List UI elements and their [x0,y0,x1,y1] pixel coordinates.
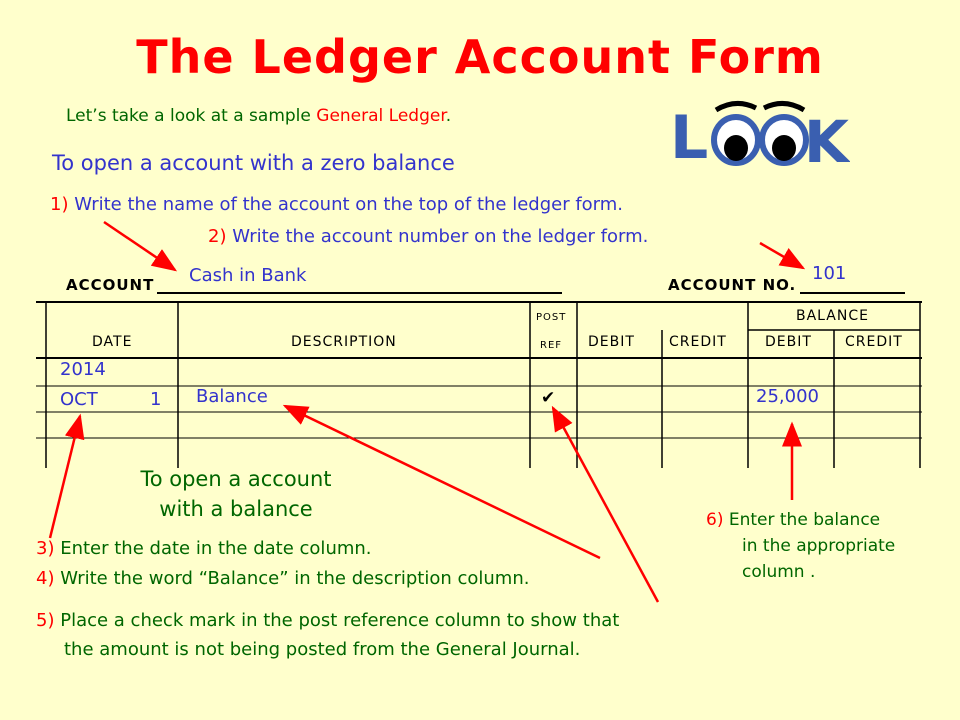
entry-balance-debit: 25,000 [756,386,819,407]
step-4-number: 4) [36,568,55,589]
with-balance-heading-line2: with a balance [159,497,313,521]
step-6-line3: column . [742,562,816,582]
step-3-number: 3) [36,538,55,559]
entry-month: OCT [60,389,98,410]
arrow-step-5 [553,408,658,602]
step-2-text: Write the account number on the ledger form. [232,226,649,247]
check-mark-icon: ✔ [541,388,556,408]
step-2-number: 2) [208,226,227,247]
header-balance: BALANCE [796,308,869,324]
header-debit: DEBIT [588,334,635,350]
step-5 [36,606,619,664]
step-6-number: 6) [706,510,724,530]
arrow-step-1 [104,222,175,270]
intro-highlight: General Ledger [316,106,446,126]
step-5-line2: the amount is not being posted from the General Journal. [64,639,581,660]
step-6 [706,507,895,585]
step-3 [36,538,372,559]
logo-letter-l: L [670,103,709,170]
account-label: ACCOUNT [66,276,155,294]
header-credit: CREDIT [669,334,727,350]
step-4 [36,568,529,589]
step-5-number: 5) [36,610,55,631]
intro-suffix: . [445,106,452,126]
entry-year: 2014 [60,359,106,380]
arrow-step-2 [760,243,803,268]
header-post: POST [536,312,567,323]
with-balance-heading-line1: To open a account [140,467,332,491]
step-1-number: 1) [50,194,69,215]
account-number-value: 101 [812,263,847,284]
account-no-label: ACCOUNT NO. [668,276,797,294]
header-balance-debit: DEBIT [765,334,812,350]
entry-description: Balance [196,386,268,407]
step-5-line1: Place a check mark in the post reference column to show that [60,610,620,631]
header-description: DESCRIPTION [291,334,397,350]
header-ref: REF [540,340,563,351]
logo-letter-k: K [804,108,849,170]
account-name-value: Cash in Bank [189,265,307,286]
arrow-step-3 [50,416,80,538]
entry-day: 1 [150,389,162,410]
with-balance-heading [120,464,352,524]
header-balance-credit: CREDIT [845,334,903,350]
step-6-line1: Enter the balance [728,510,881,530]
step-6-line2: in the appropriate [742,536,896,556]
zero-balance-heading: To open a account with a zero balance [52,151,455,175]
step-4-text: Write the word “Balance” in the description column. [60,568,530,589]
header-date: DATE [92,334,133,350]
step-1-text: Write the name of the account on the top of the ledger form. [74,194,624,215]
intro-prefix: Let’s take a look at a sample [66,106,317,126]
page-title: The Ledger Account Form [136,30,824,84]
step-3-text: Enter the date in the date column. [60,538,372,559]
